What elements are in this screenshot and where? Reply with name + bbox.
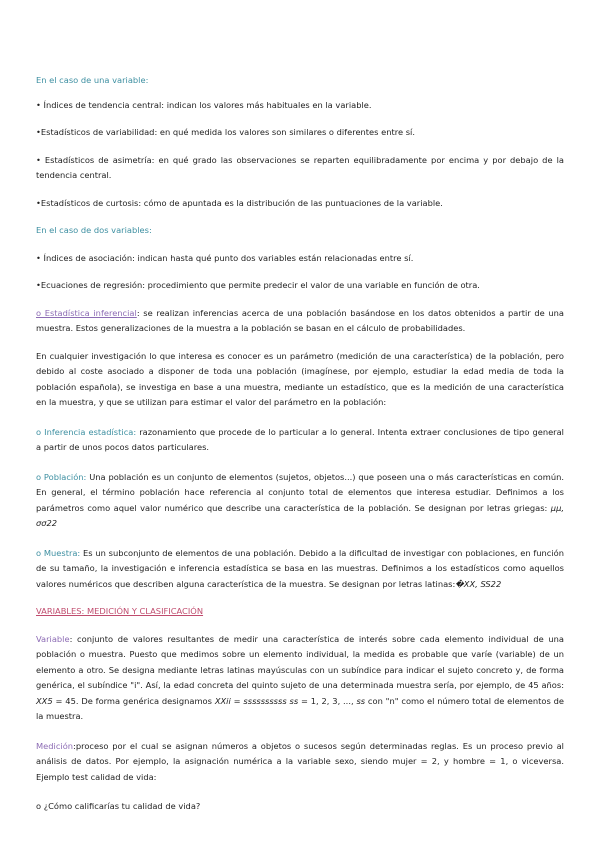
term-inferencia-estadistica: o Inferencia estadística:: [36, 426, 137, 437]
term-muestra: o Muestra:: [36, 547, 81, 558]
section-heading-variables: VARIABLES: MEDICIÓN Y CLASIFICACIÓN: [36, 606, 204, 616]
term-medicion: Medición: [36, 740, 74, 751]
variable-text-3: = 1, 2, 3, ...,: [298, 695, 357, 706]
poblacion-text: Una población es un conjunto de elementos (sujetos, objetos...) que poseen una o más características en común. En general, el término población hace referencia al conjunto total de elementos que interesa estudiar. Definimos a los parámetros como aquel valor numérico que describe una característica de la población. Se designan por letras griegas:: [36, 471, 564, 513]
question-calidad-vida: o ¿Cómo calificarías tu calidad de vida?: [36, 801, 201, 811]
paragraph-poblacion: [36, 470, 564, 532]
list-item-tendencia: • Índices de tendencia central: indican los valores más habituales en la variable.: [36, 99, 372, 110]
list-item-regresion: •Ecuaciones de regresión: procedimiento que permite predecir el valor de una variable en función de otra.: [36, 280, 480, 290]
heading-una-variable: En el caso de una variable:: [36, 75, 149, 85]
term-variable: Variable: [36, 633, 70, 644]
variable-text-2: = 45. De forma genérica designamos: [52, 695, 215, 706]
term-estadistica-inferencial: o Estadística inferencial: [36, 307, 137, 318]
heading-dos-variables: En el caso de dos variables:: [36, 225, 152, 235]
inferencia-text: razonamiento que procede de lo particular a lo general. Intenta extraer conclusiones de tipo general a partir de unos pocos datos particulares.: [36, 426, 564, 452]
variable-symbol-1: XX5: [36, 695, 53, 706]
paragraph-variable: [36, 632, 564, 725]
variable-symbol-2: XXii = ssssssssss ss: [214, 695, 299, 706]
variable-symbol-3: ss: [356, 695, 366, 706]
list-item-variabilidad: •Estadísticos de variabilidad: en qué medida los valores son similares o diferentes entre sí.: [36, 127, 415, 137]
medicion-text: :proceso por el cual se asignan números a objetos o sucesos según determinadas reglas. Es un proceso previo al análisis de datos. Por ejemplo, la asignación numérica a la variable sexo, siendo mujer = 2, y hombre = 1, o viceversa. Ejemplo test calidad de vida:: [36, 740, 564, 782]
paragraph-muestra: [36, 546, 564, 593]
list-item-curtosis: •Estadísticos de curtosis: cómo de apuntada es la distribución de las puntuaciones de la variable.: [36, 197, 443, 208]
term-poblacion: o Población:: [36, 471, 87, 482]
poblacion-symbols: μμ, σσ22: [36, 502, 564, 528]
list-item-asociacion: • Índices de asociación: indican hasta qué punto dos variables están relacionadas entre sí.: [36, 252, 414, 263]
muestra-symbols: �XX, SS22: [455, 578, 502, 589]
list-item-asimetria: • Estadísticos de asimetría: en qué grado las observaciones se reparten equilibradamente por encima y por debajo de la tendencia central.: [36, 154, 564, 180]
paragraph-inferencial: [36, 306, 564, 337]
inferencial-text: : se realizan inferencias acerca de una población basándose en los datos obtenidos a partir de una muestra. Estos generalizaciones de la muestra a la población se basan en el cálculo de probabilidades.: [36, 307, 564, 333]
variable-text-1: : conjunto de valores resultantes de medir una característica de interés sobre cada elemento individual de una población o muestra. Puesto que medimos sobre un elemento individual, la medida es probable que varíe (variable) de un elemento a otro. Se designa mediante letras latinas mayúsculas con un subíndice para indicar el sujeto concreto y, de forma genérica, el subíndice "i". Así, la edad concreta del quinto sujeto de una determinada muestra sería, por ejemplo, de 45 años:: [36, 633, 564, 690]
paragraph-medicion: [36, 739, 564, 786]
paragraph-investigacion: En cualquier investigación lo que interesa es conocer es un parámetro (medición de una característica) de la población, pero debido al coste asociado a disponer de toda una población (imagínese, por ejemplo, estudiar la edad media de toda la población española), se investiga en base a una muestra, mediante un estadístico, que es la medición de una característica en la muestra, y que se utilizan para estimar el valor del parámetro en la población:: [36, 350, 564, 407]
paragraph-inferencia: [36, 425, 564, 456]
muestra-text: Es un subconjunto de elementos de una población. Debido a la dificultad de investigar con poblaciones, en función de su tamaño, la investigación e inferencia estadística se basa en las muestras. Definimos a los estadísticos como aquellos valores numéricos que describen alguna característica de la muestra. Se designan por letras latinas:: [36, 547, 564, 589]
variable-text-4: con "n" como el número total de elementos de la muestra.: [36, 695, 564, 721]
